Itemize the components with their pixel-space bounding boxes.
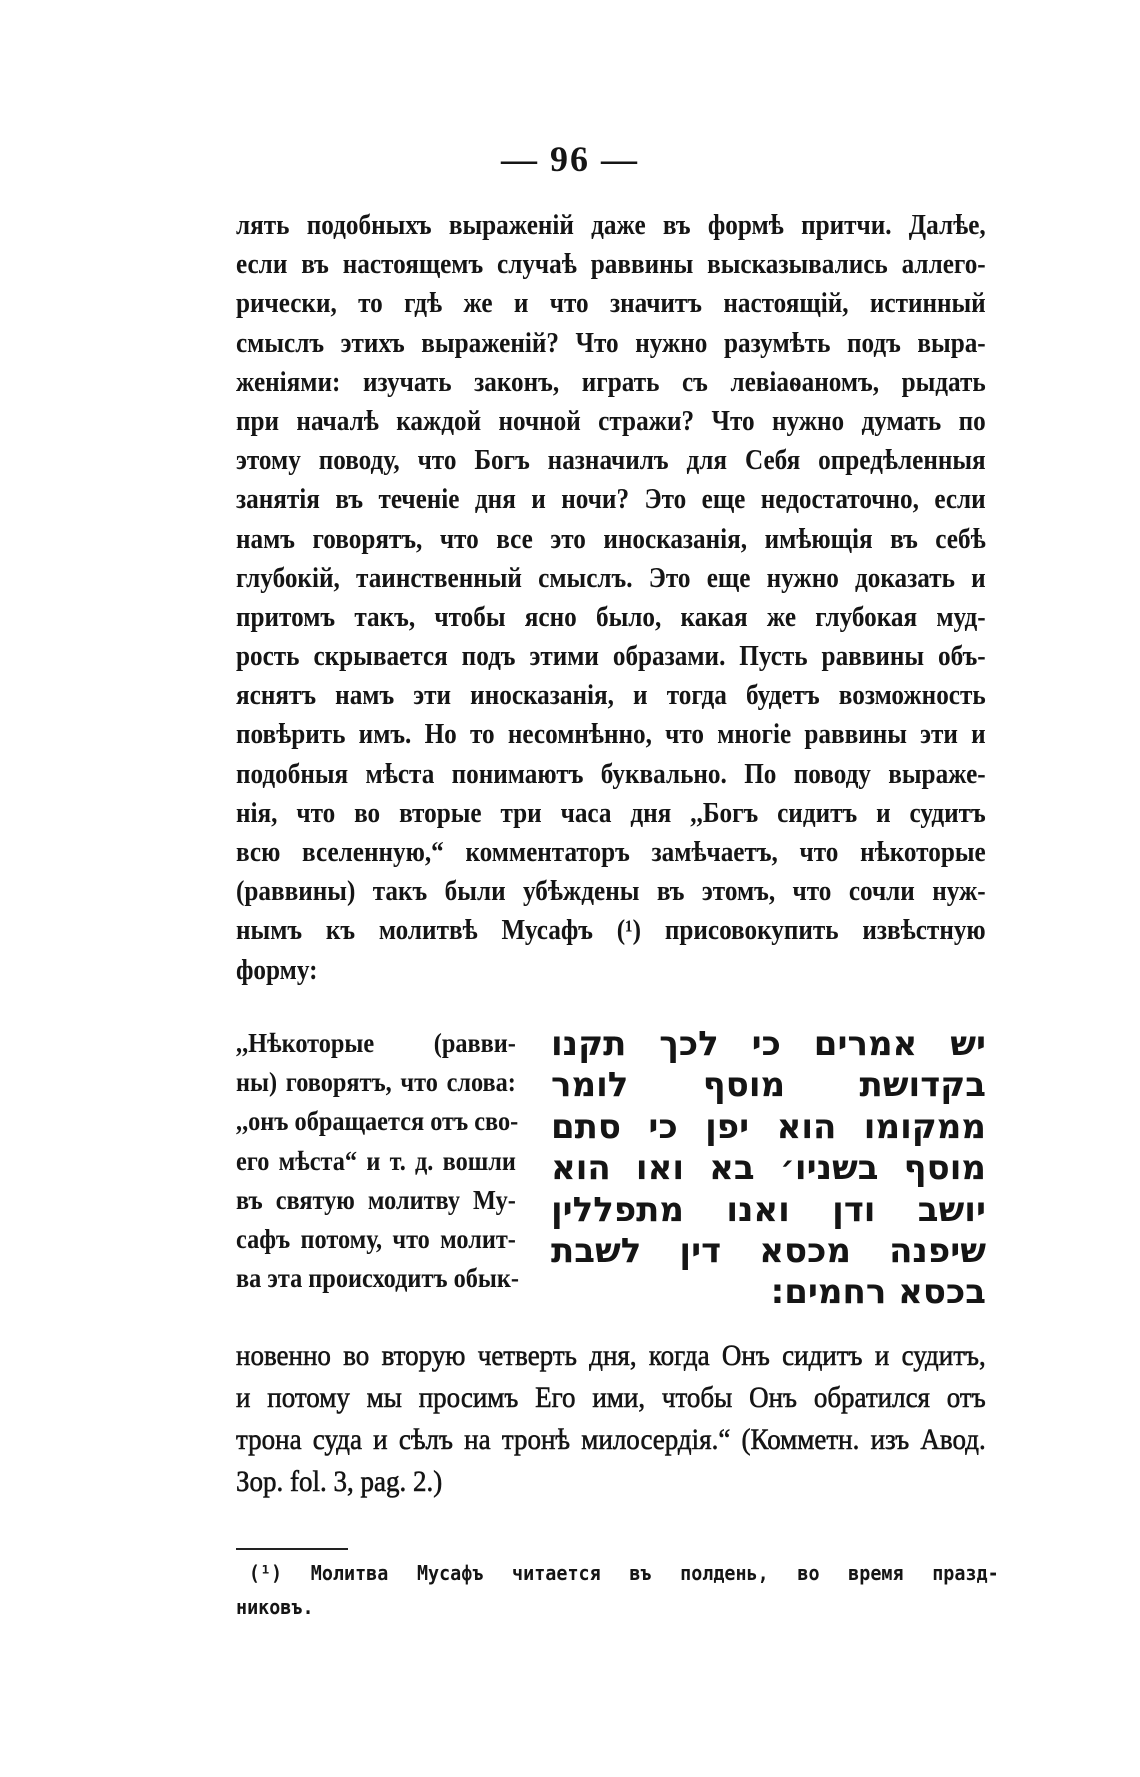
hebrew-quote-column: [551, 1024, 986, 1314]
hebrew-line: בקדושת מוסף לומר: [551, 1065, 986, 1106]
text-line: занятія въ теченіе дня и ночи? Это еще недостаточно, если: [236, 484, 986, 516]
text-line: повѣрить имъ. Но то несомнѣнно, что многіе раввины эти и: [236, 719, 986, 751]
text-line: смыслъ этихъ выраженій? Что нужно разумѣть подъ выра-: [236, 327, 986, 359]
russian-translation-column: [236, 1024, 519, 1298]
translation-line: ны) говорятъ, что слова:: [236, 1067, 516, 1098]
text-line: Зор. fol. 3, pag. 2.): [236, 1465, 443, 1498]
text-line: притомъ такъ, чтобы ясно было, какая же глубокая муд-: [236, 601, 986, 633]
text-line: при началѣ каждой ночной стражи? Что нужно думать по: [236, 405, 986, 437]
translation-line: его мѣста“ и т. д. вошли: [236, 1145, 516, 1176]
text-line: всю вселенную,“ комментаторъ замѣчаетъ, что нѣкоторые: [236, 837, 986, 868]
text-line: нія, что во вторые три часа дня ,,Богъ сидитъ и судитъ: [236, 797, 986, 829]
page-number: — 96 —: [501, 139, 639, 179]
translation-line: сафъ потому, что молит-: [236, 1223, 516, 1254]
footnotes-block: [236, 1556, 999, 1624]
text-line: женіями: изучать законъ, играть съ левіаѳаномъ, рыдать: [236, 366, 986, 398]
text-line: лять подобныхъ выраженій даже въ формѣ притчи. Далѣе,: [236, 210, 986, 241]
translation-line: въ святую молитву Му-: [236, 1184, 516, 1215]
footnote-line: (¹) Молитва Мусафъ читается въ полдень, во время празд-: [248, 1561, 999, 1585]
text-line: (раввины) такъ были убѣждены въ этомъ, что сочли нуж-: [236, 876, 986, 908]
text-line: рость скрывается подъ этими образами. Пусть раввины объ-: [236, 641, 986, 673]
hebrew-line: מוסף בשניו׳ בא ואו הוא: [551, 1148, 986, 1189]
text-line: яснятъ намъ эти иносказанія, и тогда будетъ возможность: [236, 680, 986, 712]
text-line: новенно во вторую четверть дня, когда Онъ сидитъ и судитъ,: [236, 1339, 986, 1372]
continuation-text-block: [236, 1335, 986, 1503]
main-text-block: [236, 206, 986, 990]
text-line: и потому мы просимъ Его ими, чтобы Онъ обратился отъ: [236, 1381, 986, 1414]
text-line: трона суда и сѣлъ на тронѣ милосердія.“ (Комметн. изъ Авод.: [236, 1423, 986, 1456]
hebrew-line: בכסא רחמים:: [770, 1272, 986, 1313]
footnote-divider: [236, 1548, 348, 1550]
text-line: нымъ къ молитвѣ Мусафъ (¹) присовокупить извѣстную: [236, 915, 986, 947]
hebrew-line: יש אמרים כי לכך תקנו: [551, 1024, 986, 1064]
translation-line: ва эта происходитъ обык-: [236, 1263, 519, 1294]
footnote-line: никовъ.: [236, 1595, 314, 1619]
hebrew-line: שיפנה מכסא דין לשבת: [551, 1230, 986, 1271]
hebrew-line: יושב ודן ואנו מתפללין: [551, 1189, 986, 1230]
text-line: намъ говорятъ, что все это иносказанія, имѣющія въ себѣ: [236, 523, 986, 555]
text-line: глубокій, таинственный смыслъ. Это еще нужно доказать и: [236, 562, 986, 594]
text-line: этому поводу, что Богъ назначилъ для Себя опредѣленныя: [236, 445, 986, 477]
parallel-text-section: [236, 1024, 986, 1339]
hebrew-line: ממקומו הוא יפן כי סתם: [551, 1106, 986, 1147]
translation-line: ,,Нѣкоторые (равви-: [236, 1028, 516, 1058]
translation-line: ,,онъ обращается отъ сво-: [236, 1106, 519, 1137]
text-line: если въ настоящемъ случаѣ раввины высказывались аллего-: [236, 249, 986, 281]
text-line: подобныя мѣста понимаютъ буквально. По поводу выраже-: [236, 758, 986, 790]
text-line: форму:: [236, 954, 318, 986]
text-line: рически, то гдѣ же и что значитъ настоящій, истинный: [236, 288, 986, 320]
